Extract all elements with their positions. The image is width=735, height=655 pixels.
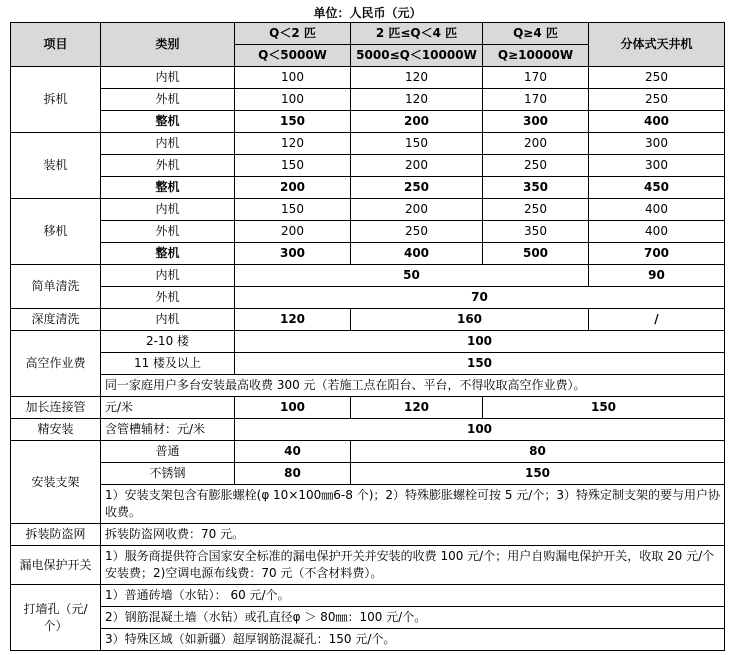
- category-cell: 内机: [101, 265, 235, 287]
- category-cell: 内机: [101, 67, 235, 89]
- category-cell: 2-10 楼: [101, 331, 235, 353]
- header-category: 类别: [101, 23, 235, 67]
- section-label: 精安装: [11, 419, 101, 441]
- table-row: [11, 629, 725, 651]
- section-label: 安装支架: [11, 441, 101, 524]
- section-label: 打墙孔（元/个）: [11, 585, 101, 651]
- price-cell: 100: [235, 89, 351, 111]
- price-cell: 70: [235, 287, 725, 309]
- unit-label: 单位：人民币（元）: [313, 6, 422, 20]
- price-cell: 170: [483, 67, 589, 89]
- price-cell: 300: [589, 155, 725, 177]
- section-label: 深度清洗: [11, 309, 101, 331]
- header-row: [11, 23, 725, 45]
- price-cell: 350: [483, 177, 589, 199]
- price-cell: 700: [589, 243, 725, 265]
- table-row: [11, 177, 725, 199]
- category-cell: 内机: [101, 199, 235, 221]
- header-col3-bottom: Q≥10000W: [483, 45, 589, 67]
- price-cell: 200: [235, 177, 351, 199]
- table-row: [11, 441, 725, 463]
- section-label: 漏电保护开关: [11, 546, 101, 585]
- table-row: [11, 463, 725, 485]
- price-cell: 120: [235, 133, 351, 155]
- price-cell: 450: [589, 177, 725, 199]
- price-cell: 170: [483, 89, 589, 111]
- table-row: [11, 485, 725, 524]
- table-row: [11, 155, 725, 177]
- price-cell: 150: [235, 111, 351, 133]
- price-cell: 160: [351, 309, 589, 331]
- price-cell: 300: [483, 111, 589, 133]
- table-row: [11, 397, 725, 419]
- price-cell: 250: [483, 155, 589, 177]
- category-cell: 内机: [101, 133, 235, 155]
- price-cell: 90: [589, 265, 725, 287]
- price-cell: 350: [483, 221, 589, 243]
- table-row: [11, 287, 725, 309]
- category-cell: 含管槽辅材：元/米: [101, 419, 235, 441]
- price-cell: 250: [351, 177, 483, 199]
- header-item: 项目: [11, 23, 101, 67]
- category-cell: 普通: [101, 441, 235, 463]
- section-label: 加长连接管: [11, 397, 101, 419]
- category-cell: 元/米: [101, 397, 235, 419]
- price-cell: 300: [589, 133, 725, 155]
- table-row: [11, 265, 725, 287]
- price-cell: 120: [235, 309, 351, 331]
- header-col2-bottom: 5000≤Q＜10000W: [351, 45, 483, 67]
- category-cell: 外机: [101, 89, 235, 111]
- note-cell: 1）普通砖墙（水钻）： 60 元/个。: [101, 585, 725, 607]
- price-table: [10, 22, 725, 651]
- price-cell: 80: [351, 441, 725, 463]
- price-cell: 80: [235, 463, 351, 485]
- table-row: [11, 67, 725, 89]
- price-cell: 200: [235, 221, 351, 243]
- price-cell: 250: [351, 221, 483, 243]
- note-cell: 2）钢筋混凝土墙（水钻）或孔直径φ ＞ 80㎜：100 元/个。: [101, 607, 725, 629]
- section-label: 装机: [11, 133, 101, 199]
- category-cell: 外机: [101, 221, 235, 243]
- price-cell: 50: [235, 265, 589, 287]
- table-row: [11, 353, 725, 375]
- price-cell: 40: [235, 441, 351, 463]
- category-cell: 整机: [101, 177, 235, 199]
- table-row: [11, 524, 725, 546]
- header-col3-top: Q≥4 匹: [483, 23, 589, 45]
- price-cell: 100: [235, 67, 351, 89]
- table-row: [11, 133, 725, 155]
- section-label: 拆机: [11, 67, 101, 133]
- category-cell: 整机: [101, 243, 235, 265]
- note-cell: 同一家庭用户多台安装最高收费 300 元（若施工点在阳台、平台，不得收取高空作业费）。: [101, 375, 725, 397]
- price-cell: 100: [235, 419, 725, 441]
- table-row: [11, 199, 725, 221]
- price-cell: 120: [351, 397, 483, 419]
- price-cell: 150: [351, 463, 725, 485]
- price-cell: 200: [351, 199, 483, 221]
- table-row: [11, 331, 725, 353]
- table-row: [11, 111, 725, 133]
- table-row: [11, 309, 725, 331]
- price-cell: 200: [351, 111, 483, 133]
- note-cell: 拆装防盗网收费：70 元。: [101, 524, 725, 546]
- price-cell: 250: [589, 89, 725, 111]
- section-label: 简单清洗: [11, 265, 101, 309]
- table-row: [11, 89, 725, 111]
- price-cell: 100: [235, 397, 351, 419]
- price-cell: 400: [351, 243, 483, 265]
- category-cell: 外机: [101, 155, 235, 177]
- header-col4: 分体式天井机: [589, 23, 725, 67]
- section-label: 高空作业费: [11, 331, 101, 397]
- header-col1-bottom: Q＜5000W: [235, 45, 351, 67]
- price-cell: /: [589, 309, 725, 331]
- price-cell: 250: [483, 199, 589, 221]
- note-cell: 1）服务商提供符合国家安全标准的漏电保护开关并安装的收费 100 元/个；用户自购漏电保护开关，收取 20 元/个安装费；2)空调电源布线费：70 元（不含材料费）。: [101, 546, 725, 585]
- table-row: [11, 243, 725, 265]
- price-cell: 500: [483, 243, 589, 265]
- category-cell: 外机: [101, 287, 235, 309]
- table-row: [11, 221, 725, 243]
- header-col2-top: 2 匹≤Q＜4 匹: [351, 23, 483, 45]
- price-cell: 200: [483, 133, 589, 155]
- section-label: 拆装防盗网: [11, 524, 101, 546]
- category-cell: 整机: [101, 111, 235, 133]
- table-row: [11, 375, 725, 397]
- header-col1-top: Q＜2 匹: [235, 23, 351, 45]
- section-label: 移机: [11, 199, 101, 265]
- note-cell: 1）安装支架包含有膨胀螺栓(φ 10×100㎜6-8 个)；2）特殊膨胀螺栓可按 5 元/个；3）特殊定制支架的要与用户协收费。: [101, 485, 725, 524]
- price-cell: 400: [589, 199, 725, 221]
- price-cell: 100: [235, 331, 725, 353]
- note-cell: 3）特殊区域（如新疆）超厚钢筋混凝孔：150 元/个。: [101, 629, 725, 651]
- price-cell: 150: [483, 397, 725, 419]
- price-cell: 120: [351, 89, 483, 111]
- category-cell: 不锈钢: [101, 463, 235, 485]
- category-cell: 11 楼及以上: [101, 353, 235, 375]
- price-cell: 120: [351, 67, 483, 89]
- price-cell: 150: [235, 155, 351, 177]
- price-cell: 150: [235, 353, 725, 375]
- table-row: [11, 607, 725, 629]
- category-cell: 内机: [101, 309, 235, 331]
- price-cell: 150: [351, 133, 483, 155]
- price-cell: 150: [235, 199, 351, 221]
- price-cell: 200: [351, 155, 483, 177]
- table-row: [11, 585, 725, 607]
- table-row: [11, 546, 725, 585]
- price-cell: 400: [589, 111, 725, 133]
- price-cell: 300: [235, 243, 351, 265]
- table-row: [11, 419, 725, 441]
- price-cell: 400: [589, 221, 725, 243]
- price-cell: 250: [589, 67, 725, 89]
